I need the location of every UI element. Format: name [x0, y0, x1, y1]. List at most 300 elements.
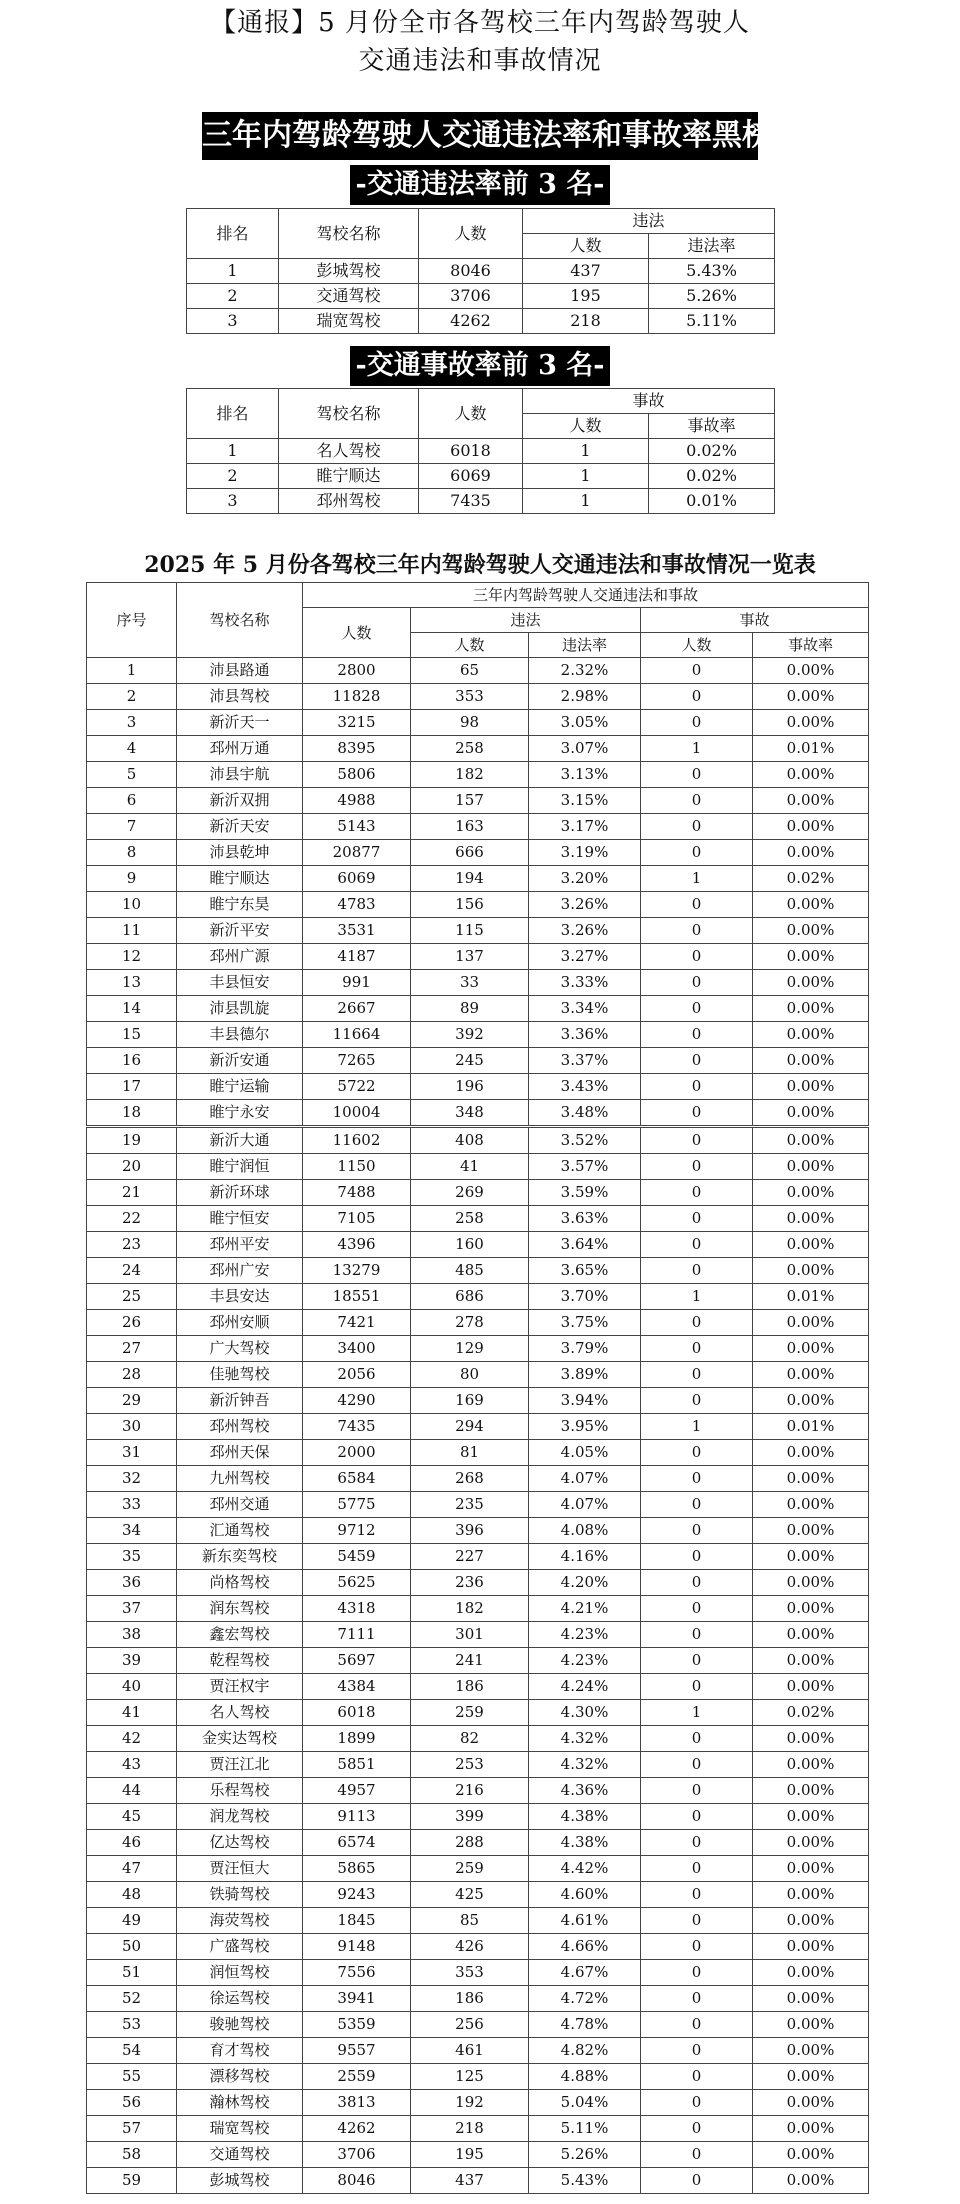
table-row: [87, 840, 869, 866]
table-cell: 301: [411, 1622, 529, 1648]
table-cell: 5625: [303, 1570, 411, 1596]
table-cell: 0: [641, 1127, 753, 1154]
table-cell: 睢宁恒安: [177, 1206, 303, 1232]
table-cell: 29: [87, 1388, 177, 1414]
table-cell: 3: [87, 710, 177, 736]
table-cell: 0: [641, 944, 753, 970]
table-cell: 294: [411, 1414, 529, 1440]
table-cell: 0.00%: [753, 788, 869, 814]
table-cell: 18: [87, 1100, 177, 1127]
table-cell: 新沂天安: [177, 814, 303, 840]
table-cell: 邳州天保: [177, 1440, 303, 1466]
table-cell: 52: [87, 1986, 177, 2012]
table-cell: 3.13%: [529, 762, 641, 788]
table-cell: 2: [187, 284, 279, 309]
table-cell: 4988: [303, 788, 411, 814]
table-cell: 0: [641, 1154, 753, 1180]
table-cell: 46: [87, 1830, 177, 1856]
table-cell: 邳州驾校: [177, 1414, 303, 1440]
table-cell: 邳州交通: [177, 1492, 303, 1518]
table-cell: 13: [87, 970, 177, 996]
table-cell: 铁骑驾校: [177, 1882, 303, 1908]
table-cell: 0: [641, 1518, 753, 1544]
table-cell: 44: [87, 1778, 177, 1804]
table-cell: 1: [523, 489, 649, 514]
table-cell: 157: [411, 788, 529, 814]
table-cell: 0.00%: [753, 1752, 869, 1778]
table-cell: 0.00%: [753, 1492, 869, 1518]
table-cell: 258: [411, 736, 529, 762]
table-cell: 润恒驾校: [177, 1960, 303, 1986]
table-cell: 3706: [419, 284, 523, 309]
table-cell: 0: [641, 1362, 753, 1388]
table-cell: 广盛驾校: [177, 1934, 303, 1960]
table-cell: 4.24%: [529, 1674, 641, 1700]
table-cell: 9113: [303, 1804, 411, 1830]
table-row: [87, 1154, 869, 1180]
table-cell: 4.78%: [529, 2012, 641, 2038]
table-cell: 沛县凯旋: [177, 996, 303, 1022]
table-cell: 8046: [303, 2168, 411, 2194]
table-cell: 0.00%: [753, 1022, 869, 1048]
table-cell: 5697: [303, 1648, 411, 1674]
table-cell: 新沂环球: [177, 1180, 303, 1206]
table-row: [87, 2038, 869, 2064]
table-cell: 40: [87, 1674, 177, 1700]
table-cell: 115: [411, 918, 529, 944]
table-row: [87, 1127, 869, 1154]
table-cell: 278: [411, 1310, 529, 1336]
table-cell: 邳州万通: [177, 736, 303, 762]
header-count: 人数: [303, 608, 411, 658]
table-cell: 0: [641, 1752, 753, 1778]
table-cell: 邳州广源: [177, 944, 303, 970]
table-cell: 3.26%: [529, 918, 641, 944]
table-row: [87, 1700, 869, 1726]
table-cell: 399: [411, 1804, 529, 1830]
table-cell: 瑞宽驾校: [177, 2116, 303, 2142]
table-row: [87, 1986, 869, 2012]
table-cell: 4.88%: [529, 2064, 641, 2090]
table-cell: 1845: [303, 1908, 411, 1934]
table-row: [87, 1492, 869, 1518]
table-cell: 丰县恒安: [177, 970, 303, 996]
table-cell: 0.00%: [753, 710, 869, 736]
table-cell: 5.11%: [529, 2116, 641, 2142]
table-cell: 81: [411, 1440, 529, 1466]
table-cell: 19: [87, 1127, 177, 1154]
table-cell: 11: [87, 918, 177, 944]
table-cell: 6574: [303, 1830, 411, 1856]
table-cell: 5.43%: [649, 259, 775, 284]
table-cell: 4.08%: [529, 1518, 641, 1544]
table-cell: 4.23%: [529, 1648, 641, 1674]
table-row: [187, 259, 775, 284]
table-row: [87, 1882, 869, 1908]
table-row: [87, 1180, 869, 1206]
table-cell: 98: [411, 710, 529, 736]
header-violation-count: 人数: [523, 234, 649, 259]
table-cell: 0: [641, 1622, 753, 1648]
table-cell: 0.00%: [753, 1674, 869, 1700]
table-cell: 16: [87, 1048, 177, 1074]
table-cell: 4.07%: [529, 1466, 641, 1492]
table-row: [87, 2168, 869, 2194]
table-row: [87, 1544, 869, 1570]
table-cell: 80: [411, 1362, 529, 1388]
table-cell: 0: [641, 1726, 753, 1752]
table-cell: 3.57%: [529, 1154, 641, 1180]
table-cell: 353: [411, 684, 529, 710]
table-cell: 乾程驾校: [177, 1648, 303, 1674]
table-row: [187, 284, 775, 309]
table-cell: 0: [641, 2090, 753, 2116]
table-row: [87, 2090, 869, 2116]
table-cell: 0.00%: [753, 1648, 869, 1674]
table-row: [87, 1908, 869, 1934]
table-cell: 4957: [303, 1778, 411, 1804]
table-cell: 7435: [303, 1414, 411, 1440]
table-cell: 0: [641, 1388, 753, 1414]
table-cell: 2000: [303, 1440, 411, 1466]
table-cell: 3.52%: [529, 1127, 641, 1154]
table-cell: 353: [411, 1960, 529, 1986]
report-title: [0, 4, 960, 80]
table-row: [87, 2116, 869, 2142]
table-cell: 236: [411, 1570, 529, 1596]
table-cell: 7421: [303, 1310, 411, 1336]
table-cell: 396: [411, 1518, 529, 1544]
table-row: [87, 684, 869, 710]
table-cell: 2559: [303, 2064, 411, 2090]
table-cell: 0: [641, 970, 753, 996]
table-cell: 0.00%: [753, 2038, 869, 2064]
table-cell: 37: [87, 1596, 177, 1622]
table-cell: 新沂双拥: [177, 788, 303, 814]
table-cell: 45: [87, 1804, 177, 1830]
table-cell: 39: [87, 1648, 177, 1674]
table-cell: 5722: [303, 1074, 411, 1100]
table-row: [87, 736, 869, 762]
table-cell: 0.00%: [753, 2168, 869, 2194]
table-cell: 4.05%: [529, 1440, 641, 1466]
table-cell: 5: [87, 762, 177, 788]
table-cell: 0: [641, 1232, 753, 1258]
table-cell: 218: [411, 2116, 529, 2142]
table-cell: 8395: [303, 736, 411, 762]
table-row: [87, 1570, 869, 1596]
table-cell: 43: [87, 1752, 177, 1778]
table-cell: 1: [641, 1414, 753, 1440]
table-cell: 贾汪江北: [177, 1752, 303, 1778]
table-cell: 4.66%: [529, 1934, 641, 1960]
table-row: [87, 1206, 869, 1232]
header-accident-group: 事故: [523, 389, 775, 414]
table-cell: 0.00%: [753, 2064, 869, 2090]
table-cell: 2.32%: [529, 658, 641, 684]
table-cell: 666: [411, 840, 529, 866]
table-cell: 0.02%: [649, 464, 775, 489]
table-cell: 0: [641, 1440, 753, 1466]
table-cell: 160: [411, 1232, 529, 1258]
table-cell: 0.00%: [753, 1310, 869, 1336]
table-cell: 0.00%: [753, 762, 869, 788]
table-cell: 7105: [303, 1206, 411, 1232]
table-cell: 0: [641, 1856, 753, 1882]
table-cell: 0: [641, 840, 753, 866]
table-cell: 0.00%: [753, 996, 869, 1022]
table-cell: 28: [87, 1362, 177, 1388]
table-cell: 27: [87, 1336, 177, 1362]
table-row: [87, 1804, 869, 1830]
table-cell: 0: [641, 1180, 753, 1206]
table-cell: 1: [187, 439, 279, 464]
header-violation-rate: 违法率: [649, 234, 775, 259]
table-cell: 0.00%: [753, 2116, 869, 2142]
table-cell: 268: [411, 1466, 529, 1492]
table-cell: 186: [411, 1674, 529, 1700]
table-cell: 54: [87, 2038, 177, 2064]
table-cell: 408: [411, 1127, 529, 1154]
table-cell: 12: [87, 944, 177, 970]
table-cell: 4262: [419, 309, 523, 334]
table-cell: 3.15%: [529, 788, 641, 814]
table-cell: 6069: [303, 866, 411, 892]
table-cell: 名人驾校: [177, 1700, 303, 1726]
table-cell: 0.00%: [753, 684, 869, 710]
table-cell: 3.63%: [529, 1206, 641, 1232]
table-cell: 0.02%: [753, 1700, 869, 1726]
table-cell: 0: [641, 1310, 753, 1336]
table-row: [87, 1778, 869, 1804]
table-cell: 241: [411, 1648, 529, 1674]
table-cell: 3.65%: [529, 1258, 641, 1284]
table-cell: 4262: [303, 2116, 411, 2142]
table-cell: 0.00%: [753, 1960, 869, 1986]
table-cell: 0: [641, 1648, 753, 1674]
table-cell: 0.00%: [753, 1074, 869, 1100]
table-cell: 0: [641, 1674, 753, 1700]
table-cell: 徐运驾校: [177, 1986, 303, 2012]
table-cell: 14: [87, 996, 177, 1022]
table-cell: 3: [187, 489, 279, 514]
table-row: [87, 2012, 869, 2038]
table-cell: 0: [641, 1336, 753, 1362]
table-cell: 沛县驾校: [177, 684, 303, 710]
table-row: [87, 1960, 869, 1986]
table-cell: 182: [411, 1596, 529, 1622]
table-cell: 润东驾校: [177, 1596, 303, 1622]
table-cell: 新沂大通: [177, 1127, 303, 1154]
table-cell: 0.00%: [753, 1362, 869, 1388]
header-school: 驾校名称: [279, 209, 419, 259]
table-cell: 彭城驾校: [177, 2168, 303, 2194]
table-cell: 20877: [303, 840, 411, 866]
table-cell: 51: [87, 1960, 177, 1986]
table-cell: 0: [641, 1778, 753, 1804]
table-cell: 0.00%: [753, 1778, 869, 1804]
table-cell: 漂移驾校: [177, 2064, 303, 2090]
table-row: [87, 996, 869, 1022]
table-cell: 425: [411, 1882, 529, 1908]
table-cell: 4: [87, 736, 177, 762]
table-cell: 42: [87, 1726, 177, 1752]
table-cell: 0: [641, 2116, 753, 2142]
table-cell: 0.02%: [753, 866, 869, 892]
violation-top3-heading: -交通违法率前 3 名-: [350, 165, 610, 205]
table-cell: 0.00%: [753, 1908, 869, 1934]
table-cell: 48: [87, 1882, 177, 1908]
table-cell: 5459: [303, 1544, 411, 1570]
table-cell: 129: [411, 1336, 529, 1362]
table-cell: 佳驰驾校: [177, 1362, 303, 1388]
table-cell: 彭城驾校: [279, 259, 419, 284]
table-cell: 23: [87, 1232, 177, 1258]
table-row: [87, 1336, 869, 1362]
table-row: [187, 464, 775, 489]
table-cell: 227: [411, 1544, 529, 1570]
table-cell: 0: [641, 1986, 753, 2012]
table-cell: 丰县安达: [177, 1284, 303, 1310]
table-row: [87, 658, 869, 684]
table-cell: 1899: [303, 1726, 411, 1752]
table-cell: 33: [411, 970, 529, 996]
violation-top3-table: [186, 208, 775, 334]
header-rank: 排名: [187, 389, 279, 439]
table-cell: 交通驾校: [279, 284, 419, 309]
table-cell: 9148: [303, 1934, 411, 1960]
table-cell: 991: [303, 970, 411, 996]
table-cell: 18551: [303, 1284, 411, 1310]
table-row: [87, 788, 869, 814]
table-cell: 0.00%: [753, 1100, 869, 1127]
table-row: [87, 1284, 869, 1310]
table-cell: 4187: [303, 944, 411, 970]
table-cell: 163: [411, 814, 529, 840]
table-cell: 0: [641, 684, 753, 710]
table-cell: 0.00%: [753, 1258, 869, 1284]
table-cell: 0.00%: [753, 1986, 869, 2012]
table-cell: 3.89%: [529, 1362, 641, 1388]
table-cell: 686: [411, 1284, 529, 1310]
table-cell: 4.07%: [529, 1492, 641, 1518]
table-cell: 0: [641, 892, 753, 918]
table-cell: 182: [411, 762, 529, 788]
table-cell: 30: [87, 1414, 177, 1440]
table-cell: 0.00%: [753, 1622, 869, 1648]
full-table-title: 2025 年 5 月份各驾校三年内驾龄驾驶人交通违法和事故情况一览表: [144, 552, 816, 578]
table-cell: 0.00%: [753, 1596, 869, 1622]
table-cell: 4396: [303, 1232, 411, 1258]
table-row: [187, 489, 775, 514]
table-cell: 259: [411, 1856, 529, 1882]
table-cell: 0.00%: [753, 1830, 869, 1856]
table-row: [87, 2064, 869, 2090]
table-cell: 1: [641, 866, 753, 892]
table-cell: 贾汪恒大: [177, 1856, 303, 1882]
table-cell: 3.59%: [529, 1180, 641, 1206]
table-row: [87, 1934, 869, 1960]
table-cell: 5359: [303, 2012, 411, 2038]
table-cell: 瀚林驾校: [177, 2090, 303, 2116]
table-cell: 192: [411, 2090, 529, 2116]
table-row: [87, 1022, 869, 1048]
table-cell: 20: [87, 1154, 177, 1180]
table-cell: 0.00%: [753, 944, 869, 970]
table-cell: 0.00%: [753, 1388, 869, 1414]
table-cell: 0.00%: [753, 1154, 869, 1180]
header-violation-count: 人数: [411, 633, 529, 658]
table-cell: 3: [187, 309, 279, 334]
table-cell: 9: [87, 866, 177, 892]
table-cell: 437: [411, 2168, 529, 2194]
table-cell: 0: [641, 1048, 753, 1074]
table-cell: 3.79%: [529, 1336, 641, 1362]
table-cell: 0: [641, 2038, 753, 2064]
table-cell: 5.04%: [529, 2090, 641, 2116]
table-cell: 3215: [303, 710, 411, 736]
table-cell: 0.00%: [753, 840, 869, 866]
table-row: [87, 1726, 869, 1752]
table-cell: 0.00%: [753, 1544, 869, 1570]
table-cell: 21: [87, 1180, 177, 1206]
table-cell: 睢宁永安: [177, 1100, 303, 1127]
table-cell: 2056: [303, 1362, 411, 1388]
table-cell: 4.67%: [529, 1960, 641, 1986]
table-cell: 3.26%: [529, 892, 641, 918]
table-cell: 2800: [303, 658, 411, 684]
table-cell: 3.20%: [529, 866, 641, 892]
table-cell: 10: [87, 892, 177, 918]
table-cell: 4.16%: [529, 1544, 641, 1570]
table-cell: 3.34%: [529, 996, 641, 1022]
table-cell: 5.26%: [649, 284, 775, 309]
table-row: [87, 1752, 869, 1778]
table-cell: 2: [87, 684, 177, 710]
table-cell: 0: [641, 1206, 753, 1232]
table-row: [87, 1414, 869, 1440]
table-cell: 0: [641, 710, 753, 736]
table-cell: 169: [411, 1388, 529, 1414]
violation-top3-body: [187, 259, 775, 334]
table-cell: 3706: [303, 2142, 411, 2168]
table-cell: 85: [411, 1908, 529, 1934]
table-cell: 25: [87, 1284, 177, 1310]
table-row: [87, 1232, 869, 1258]
header-violation-group: 违法: [411, 608, 641, 633]
table-cell: 沛县路通: [177, 658, 303, 684]
table-cell: 53: [87, 2012, 177, 2038]
table-cell: 睢宁润恒: [177, 1154, 303, 1180]
table-row: [87, 1518, 869, 1544]
accident-top3-table: [186, 388, 775, 514]
table-row: [87, 2142, 869, 2168]
report-title-line2: 交通违法和事故情况: [358, 46, 602, 76]
table-cell: 0: [641, 658, 753, 684]
table-cell: 5.26%: [529, 2142, 641, 2168]
table-cell: 4.60%: [529, 1882, 641, 1908]
table-row: [87, 1388, 869, 1414]
table-cell: 3.75%: [529, 1310, 641, 1336]
table-cell: 沛县宇航: [177, 762, 303, 788]
table-cell: 0.00%: [753, 1570, 869, 1596]
table-cell: 0: [641, 1466, 753, 1492]
table-cell: 育才驾校: [177, 2038, 303, 2064]
table-cell: 0.00%: [753, 2142, 869, 2168]
table-cell: 4.72%: [529, 1986, 641, 2012]
full-summary-table: [86, 582, 869, 2194]
table-cell: 0.01%: [753, 1284, 869, 1310]
